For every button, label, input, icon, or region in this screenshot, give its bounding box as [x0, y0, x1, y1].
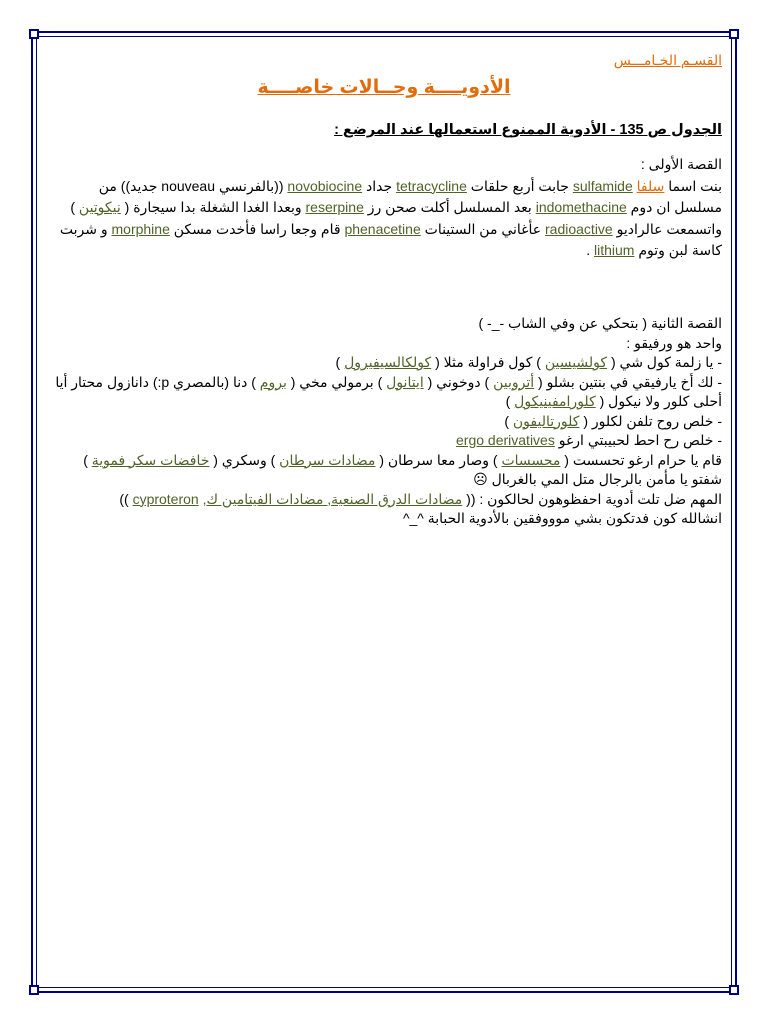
text-segment: عأغاني من الستينات — [424, 220, 542, 237]
drug-term-morphine: morphine — [111, 220, 170, 237]
text-segment: المهم ضل تلت أدوية احفظوهون لحالكون : (( — [466, 490, 722, 507]
text-segment: ) كول فراولة مثلا ( — [435, 354, 541, 370]
drug-term-oral-hypoglycemics: خافضات سكر فموية — [91, 451, 210, 468]
text-segment: واتسمعت عالراديو — [616, 220, 722, 237]
drug-term-cholecalciferol: كولكالسيفيرول — [344, 354, 432, 370]
drug-term-colchicine: كولشيسين — [544, 354, 608, 370]
text-segment: - خلص رح احط لحبيبتي ارغو — [558, 432, 722, 448]
drug-term-antithyroid-anti-vitamin-k: مضادات الدرق الصنعية, مضادات الفيتامين ك, — [202, 490, 463, 507]
text-segment: - يا زلمة كول شي ( — [610, 354, 722, 370]
border-corner-top-left — [29, 29, 39, 39]
drug-term-tetracycline: tetracycline — [396, 177, 467, 194]
text-segment: بعد المسلسل أكلت صحن رز — [367, 199, 532, 215]
drug-term-indomethacine: indomethacine — [535, 199, 627, 215]
drug-term-chloramphenicol: كلورامفينيكول — [514, 393, 596, 409]
drug-term-sulfamide: sulfamide — [572, 177, 633, 194]
drug-term-radioactive: radioactive — [545, 220, 613, 237]
drug-term-salfa: سلفا — [636, 177, 665, 194]
text-segment: أحلى كلور ولا نيكول ( — [599, 393, 722, 409]
story-two-line-5 — [46, 392, 722, 412]
drug-term-bromine: بروم — [259, 373, 287, 390]
story-two-line-7 — [46, 431, 722, 451]
story-one — [46, 154, 722, 262]
text-segment: كاسة لبن وتوم — [638, 242, 722, 258]
drug-term-cyproteron: cyproteron — [132, 490, 199, 507]
text-segment: . — [586, 242, 591, 258]
text-segment: شفتو يا مأمن بالرجال متل المي بالغربال ☹ — [473, 471, 722, 487]
story-two-line-10 — [46, 490, 722, 510]
drug-term-novobiocine: novobiocine — [287, 177, 363, 194]
drug-term-chlorthalidone: كلورتاليفون — [512, 412, 580, 429]
drug-term-atropine: أتروبين — [493, 373, 535, 390]
drug-term-lithium: lithium — [593, 242, 635, 258]
story-two-heading: القصة الثانية ( بتحكي عن وفي الشاب -_- ) — [478, 315, 722, 331]
drug-term-ergo-derivatives: ergo derivatives — [456, 432, 555, 448]
text-segment: ) دنا (بالمصري p:) دانازول محتار أيا — [55, 373, 256, 390]
drug-term-sensitizers: محسسات — [501, 451, 561, 468]
table-heading: الجدول ص 135 - الأدوية الممنوع استعمالها عند المرضع : — [334, 122, 722, 138]
text-segment: قام وجعا راسا فأخدت مسكن — [173, 220, 341, 237]
drug-term-nicotine: نيكوتين — [78, 199, 121, 215]
story-two-line-8 — [46, 451, 722, 471]
text-segment: قام يا حرام ارغو تحسست ( — [564, 451, 722, 468]
drug-term-ethanol: ايتانول — [386, 373, 424, 390]
story-two — [46, 314, 722, 529]
text-segment: - خلص روح تلفن لكلور ( — [583, 412, 722, 429]
border-corner-bottom-right — [729, 985, 739, 995]
text-segment: وبعدا الغدا الشغلة بدا سيجارة ( — [124, 199, 302, 215]
text-segment: ) وسكري ( — [213, 451, 276, 468]
text-segment: جداد — [366, 177, 393, 194]
story-one-heading: القصة الأولى : — [640, 156, 722, 172]
story-two-line-11 — [46, 509, 722, 529]
text-segment: ) — [335, 354, 341, 370]
text-segment: ) — [504, 412, 509, 429]
text-segment: ) — [70, 199, 76, 215]
text-segment: ) برمولي مخي ( — [290, 373, 383, 390]
text-segment: انشالله كون فدتكون بشي موووفقين بالأدوية الحبابة ^_^ — [402, 510, 722, 526]
story-one-line-5 — [46, 240, 722, 262]
page-title: الأدويــــة وحــالات خاصــــة — [257, 77, 511, 98]
drug-term-reserpine: reserpine — [305, 199, 364, 215]
text-segment: ) دوخوني ( — [427, 373, 490, 390]
text-segment: ) وصار معا سرطان ( — [379, 451, 498, 468]
story-two-line-6 — [46, 412, 722, 432]
text-segment: و شربت — [59, 220, 108, 237]
story-one-line-2 — [46, 176, 722, 198]
text-segment: - لك أخ يارفيقي في بنتين بشلو ( — [538, 373, 722, 390]
section-label: القسـم الخـامـــس — [613, 52, 722, 68]
border-corner-bottom-left — [29, 985, 39, 995]
text-segment: جابت أربع حلقات — [470, 177, 569, 194]
story-two-line-4 — [46, 373, 722, 393]
drug-term-phenacetine: phenacetine — [344, 220, 421, 237]
text-segment: مسلسل ان دوم — [630, 199, 722, 215]
story-two-line-3 — [46, 353, 722, 373]
story-one-line-3 — [46, 197, 722, 219]
story-two-intro: واحد هو ورفيقو : — [626, 334, 722, 351]
text-segment: ) — [505, 393, 511, 409]
border-corner-top-right — [729, 29, 739, 39]
text-segment: )) — [119, 490, 129, 507]
story-one-line-4 — [46, 219, 722, 241]
drug-term-anticancer: مضادات سرطان — [279, 451, 376, 468]
story-two-line-9 — [46, 470, 722, 490]
text-segment: بنت اسما — [668, 177, 722, 194]
text-segment: ) — [83, 451, 88, 468]
text-segment: ((بالفرنسي nouveau جديد)) من — [98, 177, 284, 194]
